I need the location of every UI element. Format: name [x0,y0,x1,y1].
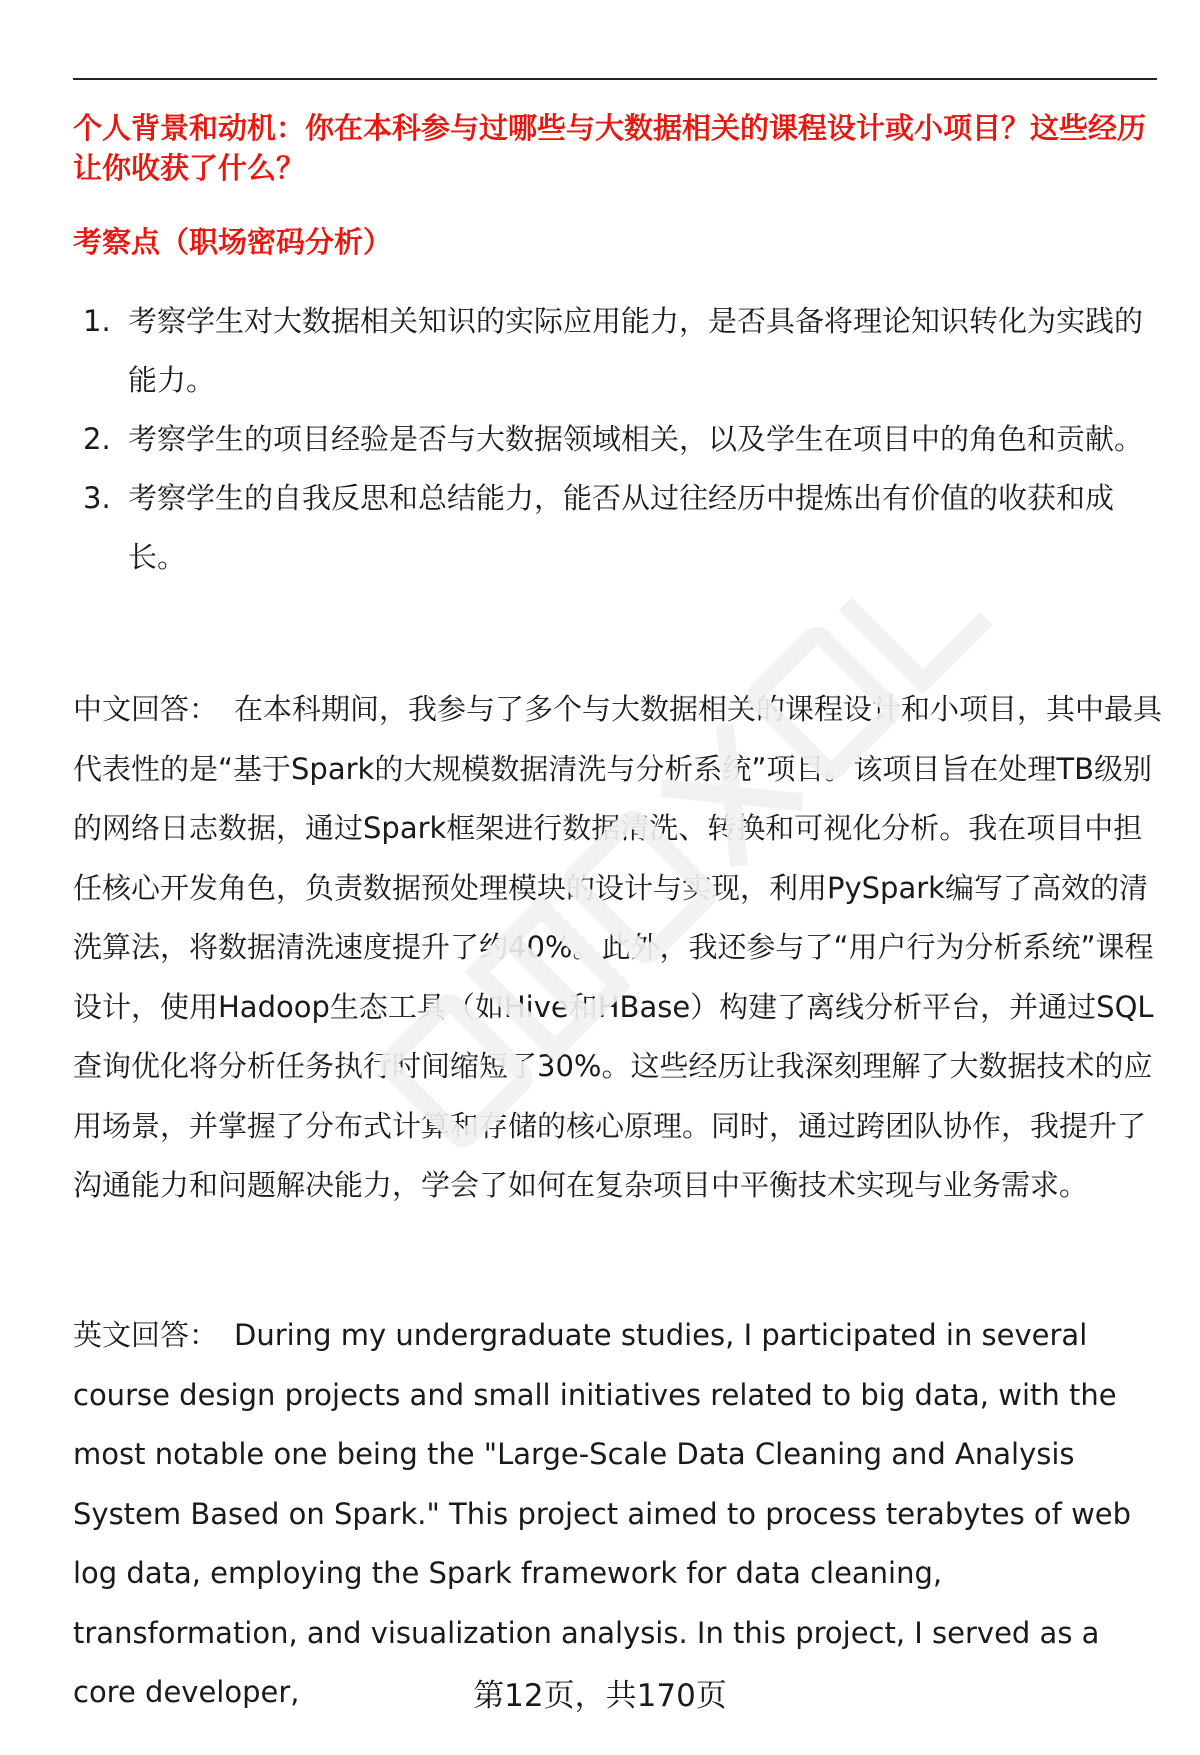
chinese-answer [73,680,1163,1216]
focus-points-list [73,292,1163,587]
chinese-answer-text: 在本科期间，我参与了多个与大数据相关的课程设计和小项目，其中最具代表性的是“基于Spark的大规模数据清洗与分析系统”项目。该项目旨在处理TB级别的网络日志数据，通过Spark框架进行数据清洗、转换和可视化分析。我在项目中担任核心开发角色，负责数据预处理模块的设计与实现，利用PySpark编写了高效的清洗算法，将数据清洗速度提升了约40%。此外，我还参与了“用户行为分析系统”课程设计，使用Hadoop生态工具（如Hive和HBase）构建了离线分析平台，并通过SQL查询优化将分析任务执行时间缩短了30%。这些经历让我深刻理解了大数据技术的应用场景，并掌握了分布式计算和存储的核心原理。同时，通过跨团队协作，我提升了沟通能力和问题解决能力，学会了如何在复杂项目中平衡技术实现与业务需求。 [73,692,1163,1202]
list-item [73,410,1163,469]
top-divider [73,78,1157,80]
list-number: 1. [83,304,111,338]
list-text: 考察学生对大数据相关知识的实际应用能力，是否具备将理论知识转化为实践的能力。 [128,304,1144,397]
list-text: 考察学生的自我反思和总结能力，能否从过往经历中提炼出有价值的收获和成长。 [128,481,1115,574]
list-number: 2. [83,422,111,456]
english-answer-label: 英文回答： [73,1318,219,1352]
focus-points-title: 考察点（职场密码分析） [73,225,393,259]
english-answer [73,1306,1163,1723]
page-number: 第12页，共170页 [473,1678,727,1714]
list-item [73,469,1163,587]
question-heading: 个人背景和动机：你在本科参与过哪些与大数据相关的课程设计或小项目？这些经历让你收获了什么？ [73,111,1147,185]
list-number: 3. [83,481,111,515]
english-answer-text: During my undergraduate studies, I participated in several course design projects and small initiatives related to big data, with the most notable one being the "Large-Scale Data Cleaning and Analysis System Based on Spark." This project aimed to process terabytes of web log data, employing the Spark framework for data cleaning, transformation, and visualization analysis. In this project, I served as a core developer, [73,1318,1132,1709]
chinese-answer-label: 中文回答： [73,692,219,726]
list-item [73,292,1163,410]
list-text: 考察学生的项目经验是否与大数据领域相关，以及学生在项目中的角色和贡献。 [128,422,1144,456]
